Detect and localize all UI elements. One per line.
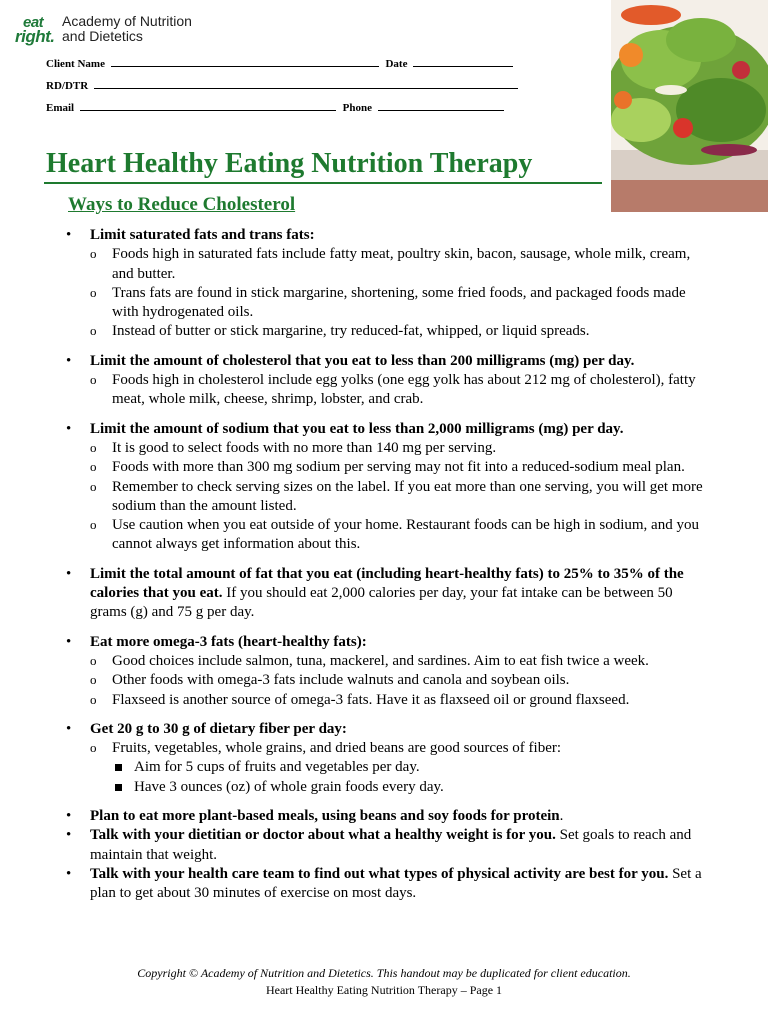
sub-item: o Other foods with omega-3 fats include walnuts and canola and soybean oils. [90, 671, 712, 690]
copyright-notice: Copyright © Academy of Nutrition and Dietetics. This handout may be duplicated for client education. [137, 966, 631, 980]
sub-item: o It is good to select foods with no more than 140 mg per serving. [90, 439, 712, 458]
salad-photo [611, 0, 768, 212]
list-item [62, 865, 712, 904]
client-name-label: Client Name [46, 58, 105, 70]
sub-sub-item: Have 3 ounces (oz) of whole grain foods every day. [112, 778, 712, 797]
list-item [62, 633, 712, 710]
page-title: Heart Healthy Eating Nutrition Therapy [46, 148, 533, 179]
tips-list [62, 226, 712, 904]
logo-eat-text: eat [23, 14, 44, 31]
list-item-lead: Talk with your dietitian or doctor about what a healthy weight is for you. [90, 827, 556, 844]
list-item [62, 826, 712, 865]
client-name-field[interactable] [111, 57, 379, 67]
list-item [62, 352, 712, 410]
list-item-text: Set goals to reach and maintain that weight. [90, 827, 692, 863]
list-item-lead: Talk with your health care team to find out what types of physical activity are best for you. [90, 865, 669, 882]
org-name-line2: and Dietetics [62, 28, 143, 44]
sub-item: o Fruits, vegetables, whole grains, and dried beans are good sources of fiber: [90, 739, 712, 758]
sub-item: o Remember to check serving sizes on the label. If you eat more than one serving, you will get more sodium than the amount listed. [90, 478, 712, 517]
date-field[interactable] [413, 57, 513, 67]
org-name-line1: Academy of Nutrition [62, 13, 192, 29]
eatright-logo-mark [14, 14, 60, 48]
title-divider [44, 182, 602, 184]
client-name-row [46, 57, 517, 70]
list-item-text: If you should eat 2,000 calories per day, your fat intake can be between 50 grams (g) and 75 g per day. [90, 585, 673, 621]
list-item-lead: Plan to eat more plant-based meals, using beans and soy foods for protein [90, 808, 560, 825]
list-item-lead: Limit the amount of cholesterol that you eat to less than 200 milligrams (mg) per day. [90, 352, 635, 369]
list-item-text: Set a plan to get about 30 minutes of exercise on most days. [90, 865, 702, 902]
date-label: Date [385, 58, 408, 70]
sub-item: o Good choices include salmon, tuna, mackerel, and sardines. Aim to eat fish twice a week. [90, 652, 712, 671]
list-item [62, 807, 712, 826]
logo-right-text: right. [15, 27, 55, 46]
sub-sub-item: Aim for 5 cups of fruits and vegetables per day. [112, 758, 712, 777]
email-row [46, 101, 508, 114]
sub-item: o Instead of butter or stick margarine, try reduced-fat, whipped, or liquid spreads. [90, 322, 712, 341]
phone-label: Phone [342, 102, 372, 114]
email-label: Email [46, 102, 75, 114]
section-heading: Ways to Reduce Cholesterol [68, 194, 296, 215]
email-field[interactable] [80, 101, 336, 111]
list-item-text: . [559, 808, 564, 825]
list-item [62, 420, 712, 555]
eatright-logo [14, 14, 214, 48]
list-item-lead: Limit the total amount of fat that you eat (including heart-healthy fats) to 25% to 35% of the calories that you eat. [90, 565, 684, 602]
sub-item: o Use caution when you eat outside of your home. Restaurant foods can be high in sodium, and you cannot always get information about this. [90, 516, 712, 555]
list-item-lead: Eat more omega-3 fats (heart-healthy fats): [90, 633, 367, 650]
sub-item: o Foods with more than 300 mg sodium per serving may not fit into a reduced-sodium meal plan. [90, 458, 712, 477]
sub-item: o Flaxseed is another source of omega-3 fats. Have it as flaxseed oil or ground flaxseed. [90, 691, 712, 710]
sub-item: o Foods high in cholesterol include egg yolks (one egg yolk has about 212 mg of cholesterol), fatty meat, whole milk, cheese, shrimp, lobster, and crab. [90, 371, 712, 410]
org-name [62, 14, 192, 44]
list-item [62, 720, 712, 797]
page-footer: Heart Healthy Eating Nutrition Therapy – Page 1 [265, 983, 503, 997]
phone-field[interactable] [378, 101, 504, 111]
sub-item: o Trans fats are found in stick margarine, shortening, some fried foods, and packaged foods made with hydrogenated oils. [90, 284, 712, 323]
list-item [62, 565, 712, 623]
list-item-lead: Get 20 g to 30 g of dietary fiber per day: [90, 720, 347, 737]
rd-dtr-label: RD/DTR [46, 80, 89, 92]
rd-dtr-row [46, 79, 522, 92]
list-item-lead: Limit the amount of sodium that you eat to less than 2,000 milligrams (mg) per day. [90, 420, 624, 437]
rd-dtr-field[interactable] [94, 79, 518, 89]
sub-item: o Foods high in saturated fats include fatty meat, poultry skin, bacon, sausage, whole milk, cream, and butter. [90, 245, 712, 284]
list-item-lead: Limit saturated fats and trans fats: [90, 227, 315, 243]
list-item [62, 226, 712, 342]
